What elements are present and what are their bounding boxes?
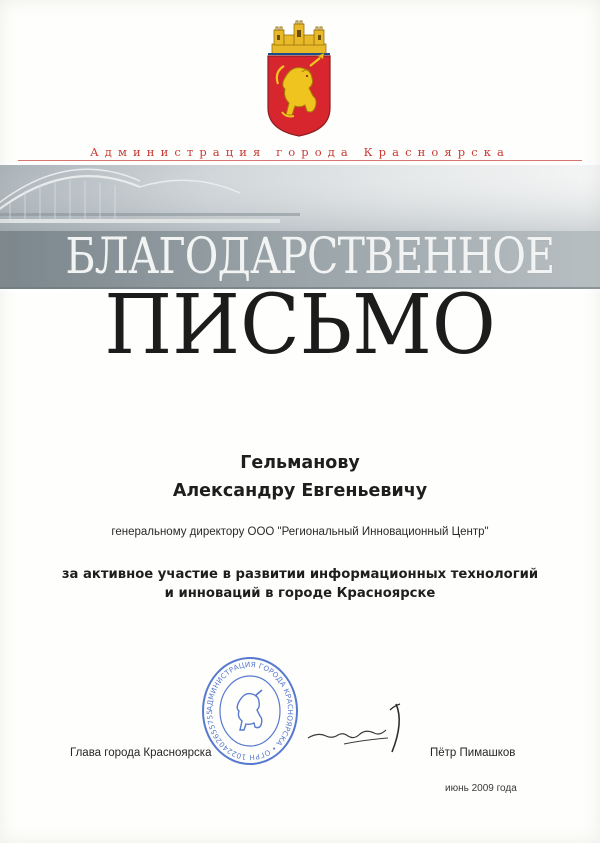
gratitude-reason-line-2: и инноваций в городе Красноярске	[164, 586, 436, 601]
recipient-surname: Гельманову	[240, 453, 360, 473]
title-line-1: БЛАГОДАРСТВЕННОЕ	[65, 227, 555, 285]
recipient-name: Александру Евгеньевичу	[172, 481, 428, 501]
title-line-2: ПИСЬМО	[104, 278, 496, 373]
recipient-position: генеральному директору ООО "Региональный Инновационный Центр"	[111, 526, 489, 538]
official-stamp-icon	[200, 656, 300, 766]
signatory-name: Пётр Пимашков	[430, 747, 516, 759]
svg-text:АДМИНИСТРАЦИЯ ГОРОДА КРАСНОЯРС: АДМИНИСТРАЦИЯ ГОРОДА КРАСНОЯРСКА • ОГРН 1022402655755	[204, 659, 296, 763]
issue-date: июнь 2009 года	[445, 783, 517, 794]
gratitude-reason-line-1: за активное участие в развитии информационных технологий	[61, 567, 539, 582]
administration-title: Администрация города Красноярска	[90, 145, 510, 159]
signatory-role: Глава города Красноярска	[70, 747, 212, 759]
header-divider	[18, 160, 582, 161]
coat-of-arms-icon	[258, 18, 340, 138]
signature-icon	[304, 700, 419, 760]
